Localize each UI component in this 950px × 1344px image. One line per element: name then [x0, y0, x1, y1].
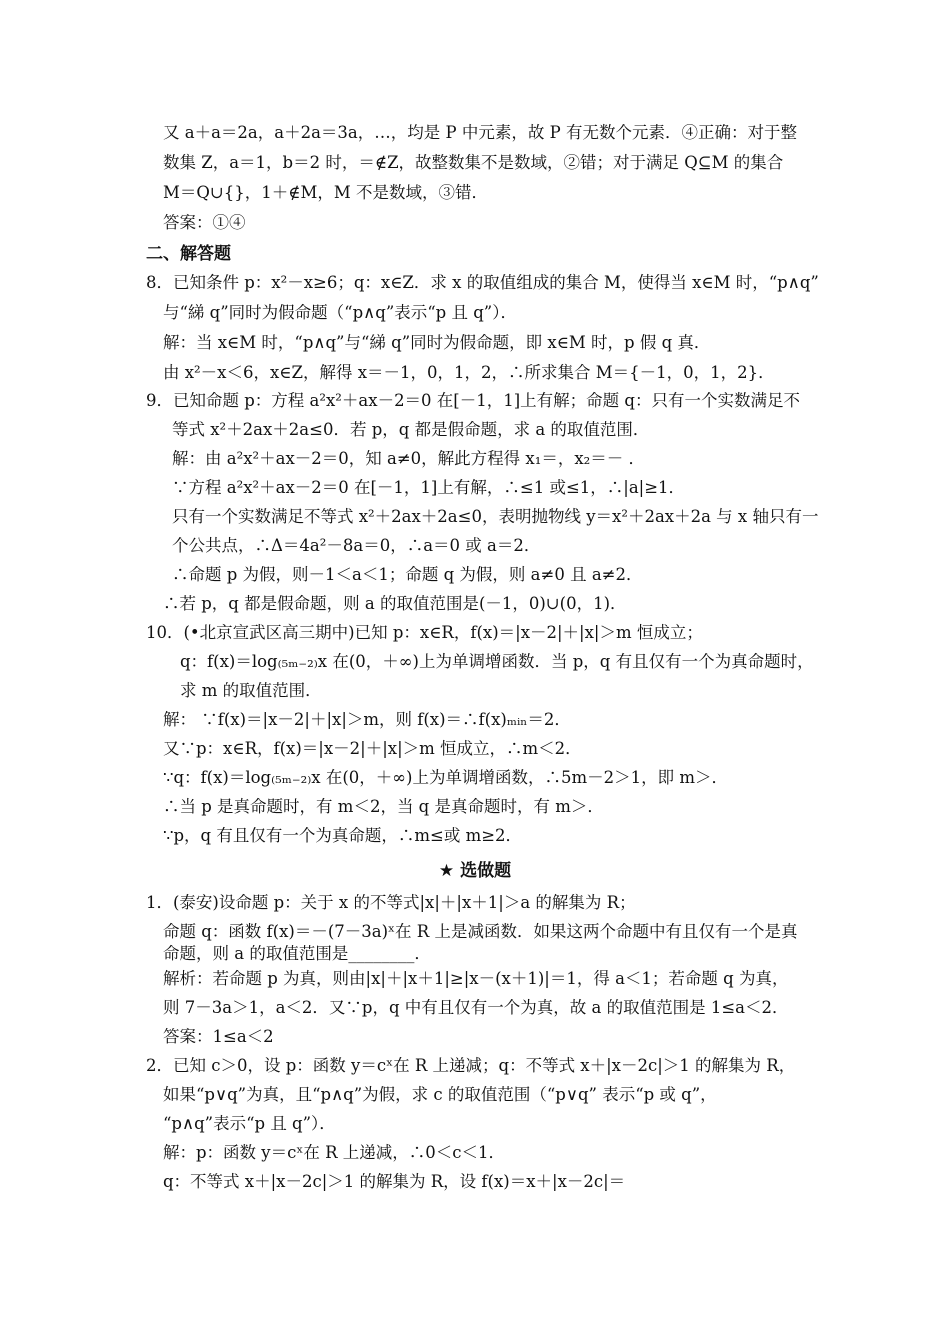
text-line: 如果“p∨q”为真，且“p∧q”为假，求 c 的取值范围（“p∨q” 表示“p 或 q”， [163, 1085, 717, 1104]
section-heading-optional: ★ 选做题 [438, 861, 512, 881]
text-line: 解：p：函数 y＝cˣ在 R 上递减，∴0＜c＜1． [163, 1143, 506, 1162]
text-line: 二、解答题 [146, 244, 231, 264]
text-line: 数集 Z，a＝1，b＝2 时，＝∉Z，故整数集不是数域，②错；对于满足 Q⊆M 的集合 [163, 153, 784, 172]
text-line: ∵方程 a²x²＋ax－2＝0 在[－1，1]上有解，∴≤1 或≤1，∴|a|≥1． [172, 478, 686, 497]
text-line: M＝Q∪{}，1＋∉M，M 不是数域，③错． [163, 183, 488, 202]
text-line: 命题 q：函数 f(x)＝－(7－3a)ˣ在 R 上是减函数．如果这两个命题中有且仅有一个是真 [163, 922, 798, 941]
text-line: ∵p，q 有且仅有一个为真命题，∴m≤或 m≥2． [163, 826, 523, 845]
text-line: ∵q：f(x)＝log₍₅ₘ₋₂₎x 在(0，＋∞)上为单调增函数，∴5m－2＞1，即 m＞． [163, 768, 728, 787]
text-line: 9．已知命题 p：方程 a²x²＋ax－2＝0 在[－1，1]上有解；命题 q：只有一个实数满足不 [146, 391, 800, 410]
text-line: 8．已知条件 p：x²－x≥6；q：x∈Z．求 x 的取值组成的集合 M，使得当 x∈M 时，“p∧q” [146, 273, 819, 292]
text-line: 只有一个实数满足不等式 x²＋2ax＋2a≤0，表明抛物线 y＝x²＋2ax＋2a 与 x 轴只有一 [172, 507, 819, 526]
text-line: ∴若 p，q 都是假命题，则 a 的取值范围是(－1，0)∪(0，1)． [163, 594, 627, 613]
text-line: 求 m 的取值范围． [180, 681, 322, 700]
text-line: ∴命题 p 为假，则－1＜a＜1；命题 q 为假，则 a≠0 且 a≠2． [172, 565, 643, 584]
text-line: 由 x²－x＜6，x∈Z，解得 x＝－1，0，1，2，∴所求集合 M＝{－1，0，1，2}． [163, 363, 775, 382]
text-line: q：f(x)＝log₍₅ₘ₋₂₎x 在(0，＋∞)上为单调增函数．当 p，q 有且仅有一个为真命题时， [180, 652, 814, 671]
text-line: 1．(泰安)设命题 p：关于 x 的不等式|x|＋|x＋1|＞a 的解集为 R； [146, 893, 636, 912]
text-line: ∴当 p 是真命题时，有 m＜2，当 q 是真命题时，有 m＞． [163, 797, 604, 816]
text-line: 10．(•北京宣武区高三期中)已知 p：x∈R，f(x)＝|x－2|＋|x|＞m 恒成立； [146, 623, 703, 642]
text-line: 2．已知 c＞0，设 p：函数 y＝cˣ在 R 上递减；q：不等式 x＋|x－2c|＞1 的解集为 R， [146, 1056, 796, 1075]
text-line: 等式 x²＋2ax＋2a≤0．若 p，q 都是假命题，求 a 的取值范围． [172, 420, 650, 439]
text-line: q：不等式 x＋|x－2c|＞1 的解集为 R，设 f(x)＝x＋|x－2c|＝ [163, 1172, 626, 1191]
text-line: 命题，则 a 的取值范围是________． [163, 944, 431, 963]
text-line: 解析：若命题 p 为真，则由|x|＋|x＋1|≥|x－(x＋1)|＝1，得 a＜1；若命题 q 为真， [163, 969, 789, 988]
text-line: 则 7－3a＞1，a＜2．又∵p，q 中有且仅有一个为真，故 a 的取值范围是 1≤a＜2． [163, 998, 789, 1017]
text-line: 解：由 a²x²＋ax－2＝0，知 a≠0，解此方程得 x₁＝，x₂＝－ ． [172, 449, 645, 468]
text-line: 与“綈 q”同时为假命题（“p∧q”表示“p 且 q”）． [163, 303, 517, 322]
text-line: 答案：①④ [163, 213, 246, 232]
text-line: 答案：1≤a＜2 [163, 1027, 274, 1046]
text-line: “p∧q”表示“p 且 q”）． [163, 1114, 336, 1133]
text-line: 个公共点，∴Δ＝4a²－8a＝0，∴a＝0 或 a＝2． [172, 536, 541, 555]
text-line: 又 a＋a＝2a，a＋2a＝3a，…，均是 P 中元素，故 P 有无数个元素．④正确：对于整 [163, 123, 797, 142]
text-line: 解： ∵f(x)＝|x－2|＋|x|＞m，则 f(x)＝∴f(x)ₘᵢₙ＝2． [163, 710, 571, 729]
text-line: 解：当 x∈M 时，“p∧q”与“綈 q”同时为假命题，即 x∈M 时，p 假 q 真． [163, 333, 711, 352]
text-line: 又∵p：x∈R，f(x)＝|x－2|＋|x|＞m 恒成立，∴m＜2． [163, 739, 582, 758]
